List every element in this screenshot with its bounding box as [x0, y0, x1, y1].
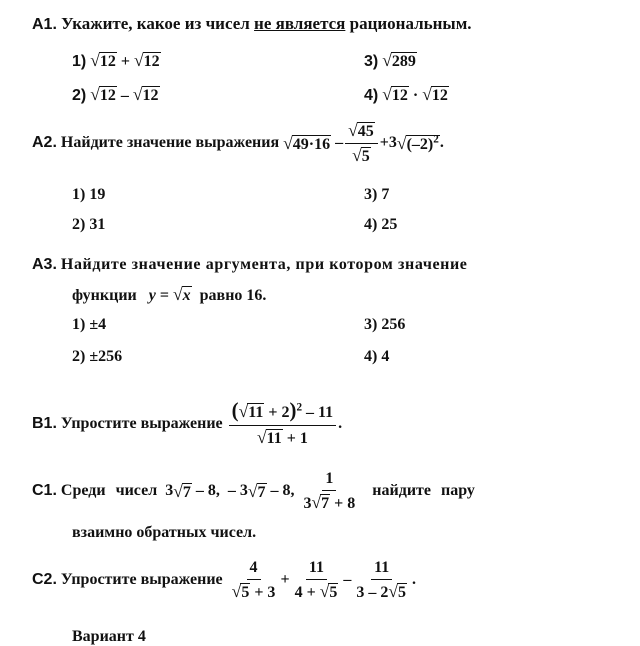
task-a3-line2: функции y = √x равно 16. [72, 284, 267, 304]
a2-fraction: $\frac{√45}{√5}$ [345, 121, 378, 165]
task-c2-statement: С2. Упростите выражение $\frac{4}{√5 + 3}$ + $\frac{11}{4 + √5}$ – $\frac{11}{3 - 2√5}$ . [32, 558, 416, 601]
a2-option-1: 1) 19 [72, 186, 106, 203]
task-c2-label: С2. [32, 571, 57, 588]
a2-root-2: $√(-2)^2$ [396, 132, 439, 153]
task-b1-label: В1. [32, 415, 57, 432]
task-c1-statement: С1. Среди чисел 3 √7 – 8, – 3 √7 – 8, $\frac{1}{3√7 + 8}$ найдите пару [32, 469, 475, 512]
task-a2-text: Найдите значение выражения [60, 134, 280, 151]
a3-option-3: 3) 256 [364, 316, 406, 333]
c2-fraction-3: $\frac{11}{3 - 2√5}$ [356, 558, 406, 601]
a1-option-4: 4) √12 · √12 [364, 84, 448, 104]
a2-option-2: 2) 31 [72, 216, 106, 233]
c2-fraction-2: $\frac{11}{4 + √5}$ [294, 558, 338, 601]
task-a1-emphasis: не является [254, 14, 346, 33]
c1-fraction: $\frac{1}{3√7 + 8}$ [303, 469, 356, 512]
a2-root-1: √49·16 [283, 132, 331, 153]
a3-option-1: 1) ±4 [72, 316, 107, 333]
task-a2-label: А2. [32, 134, 57, 151]
a2-option-3: 3) 7 [364, 186, 390, 203]
task-a1-label: А1. [32, 16, 57, 33]
b1-fraction: $\frac{(√11 + 2)^2 - 11}{√11 + 1}$ [229, 400, 337, 447]
task-c1-line2: взаимно обратных чисел. [72, 524, 257, 541]
a2-option-4: 4) 25 [364, 216, 398, 233]
task-a1-text-before: Укажите, какое из чисел [61, 14, 255, 33]
task-a3-label: А3. [32, 256, 57, 273]
a3-option-4: 4) 4 [364, 348, 390, 365]
task-a1-text-after: рациональным. [345, 14, 472, 33]
a1-option-1: 1) √12 + √12 [72, 50, 160, 70]
c2-fraction-1: $\frac{4}{√5 + 3}$ [231, 558, 276, 601]
task-b1-statement: В1. Упростите выражение $\frac{(√11 + 2)^2 - 11}{√11 + 1}$ . [32, 399, 343, 448]
a3-option-2: 2) ±256 [72, 348, 123, 365]
task-c1-label: С1. [32, 482, 57, 499]
task-a1-statement [32, 14, 472, 34]
task-a2-statement: А2. Найдите значение выражения √49·16 – $\frac{√45}{√5}$ +3 $√(-2)^2$ . [32, 119, 444, 165]
a1-option-3: 3) √289 [364, 50, 416, 70]
a1-option-2: 2) √12 – √12 [72, 84, 159, 104]
footer-variant-heading: Вариант 4 [72, 628, 146, 645]
task-a3-line1: А3. Найдите значение аргумента, при котором значение [32, 256, 468, 273]
